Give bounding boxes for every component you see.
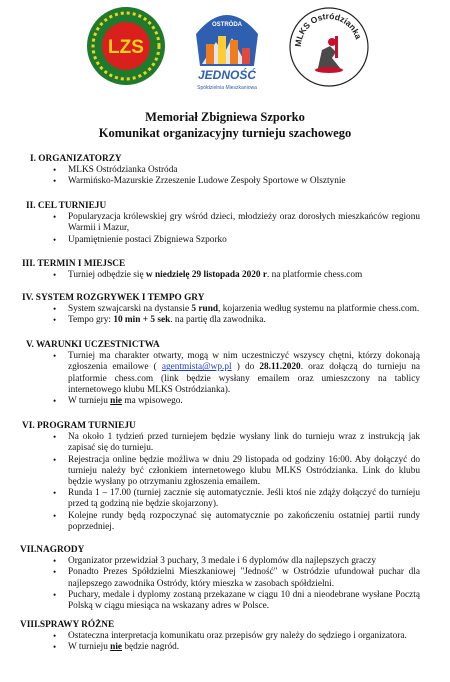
list-item: • Puchary, medale i dyplomy zostaną przekazane w ciągu 10 dni a nieodebrane wysłane Pocztą Polską w ciągu miesiąca na wskazany adres w Polsce. — [50, 590, 420, 612]
section-organizers — [30, 154, 420, 188]
email-link[interactable]: agentmista@wp.pl — [161, 362, 232, 373]
lzs-logo — [86, 6, 166, 86]
list-item: • Upamiętnienie postaci Zbigniewa Szporko — [50, 235, 420, 246]
section-goal — [26, 201, 420, 246]
list-item: • Ponadto Prezes Spółdzielni Mieszkaniowej "Jedność" w Ostródzie ufundował puchar dla najlepszego zawodnika Ostródy, który mieszka w zasobach spółdzielni. — [50, 567, 420, 589]
mlks-logo-text: MLKS Ostródzianka — [292, 10, 364, 48]
section-heading: V. WARUNKI UCZESTNICTWA — [26, 340, 160, 350]
section-prizes — [20, 545, 420, 612]
list-item: • Turniej odbędzie się w niedzielę 29 listopada 2020 r. na platformie chess.com — [50, 270, 420, 281]
list-item: • Rejestracja online będzie możliwa w dniu 29 listopada od godziny 16:00. Aby dołączyć do turnieju należy być członkiem internetowego klubu MLKS Ostródzianka. Link do klubu będzie wysłany po otrzymaniu zgłoszenia emailem. — [50, 455, 420, 489]
list-item: • W turnieju nie ma wpisowego. — [50, 396, 420, 407]
section-heading: III. TERMIN I MIEJSCE — [22, 259, 126, 269]
list-item: • Warmińsko-Mazurskie Zrzeszenie Ludowe Zespoły Sportowe w Olsztynie — [50, 176, 420, 187]
jednosc-sub-text: Spółdzielnia Mieszkaniowa — [197, 85, 257, 91]
section-date-place — [22, 259, 420, 281]
list-item: • Turniej ma charakter otwarty, mogą w nim uczestniczyć wszyscy chętni, którzy dokonają zgłoszenia emailowe ( agentmista@wp.pl ) do 28.11.2020. oraz dołączą do turnieju na platformie chess.com (link będzie wysłany emailem oraz umieszczony na tablicy internetowego klubu MLKS Ostródzianka). — [50, 351, 420, 396]
section-heading: IV. SYSTEM ROZGRYWEK I TEMPO GRY — [22, 293, 205, 303]
header-logos — [0, 0, 450, 100]
list-item: • MLKS Ostródzianka Ostróda — [50, 165, 420, 176]
section-system — [22, 293, 420, 327]
jednosc-top-text: OSTRÓDA — [212, 22, 242, 28]
mlks-logo — [288, 6, 370, 88]
list-item: • Organizator przewidział 3 puchary, 3 medale i 6 dyplomów dla najlepszych graczy — [50, 556, 420, 567]
list-item: • W turnieju nie będzie nagród. — [50, 642, 420, 653]
list-item: • System szwajcarski na dystansie 5 rund, kojarzenia według systemu na platformie chess.com. — [50, 304, 420, 315]
section-heading: I. ORGANIZATORZY — [30, 154, 122, 164]
section-heading: VI. PROGRAM TURNIEJU — [22, 421, 136, 431]
section-program — [22, 421, 420, 533]
section-heading: II. CEL TURNIEJU — [26, 201, 107, 211]
section-heading: VII.NAGRODY — [20, 545, 85, 555]
section-misc — [20, 620, 420, 654]
document-subtitle: Komunikat organizacyjny turnieju szachowego — [98, 126, 352, 140]
list-item: • Runda 1 – 17.00 (turniej zacznie się automatycznie. Jeśli ktoś nie zdąży dołączyć do turnieju przed tą godziną nie będzie skojarzony). — [50, 488, 420, 510]
section-conditions — [26, 340, 420, 407]
list-item: • Kolejne rundy będą rozpoczynać się automatycznie po zakończeniu ostatniej partii rundy poprzedniej. — [50, 511, 420, 533]
section-heading: VIII.SPRAWY RÓŻNE — [20, 620, 115, 630]
list-item: • Popularyzacja królewskiej gry wśród dzieci, młodzieży oraz dorosłych mieszkańców regionu Warmii i Mazur, — [50, 212, 420, 234]
jednosc-logo — [188, 4, 266, 96]
list-item: • Ostateczna interpretacja komunikatu oraz przepisów gry należy do sędziego i organizatora. — [50, 631, 420, 642]
list-item: • Tempo gry: 10 min + 5 sek. na partię dla zawodnika. — [50, 315, 420, 326]
jednosc-name-text: JEDNOŚĆ — [197, 68, 257, 82]
lzs-logo-text: LZS — [108, 37, 144, 58]
document-title: Memoriał Zbigniewa Szporko — [145, 110, 305, 124]
list-item: • Na około 1 tydzień przed turniejem będzie wysłany link do turnieju wraz z instrukcją jak zapisać się do turnieju. — [50, 432, 420, 454]
